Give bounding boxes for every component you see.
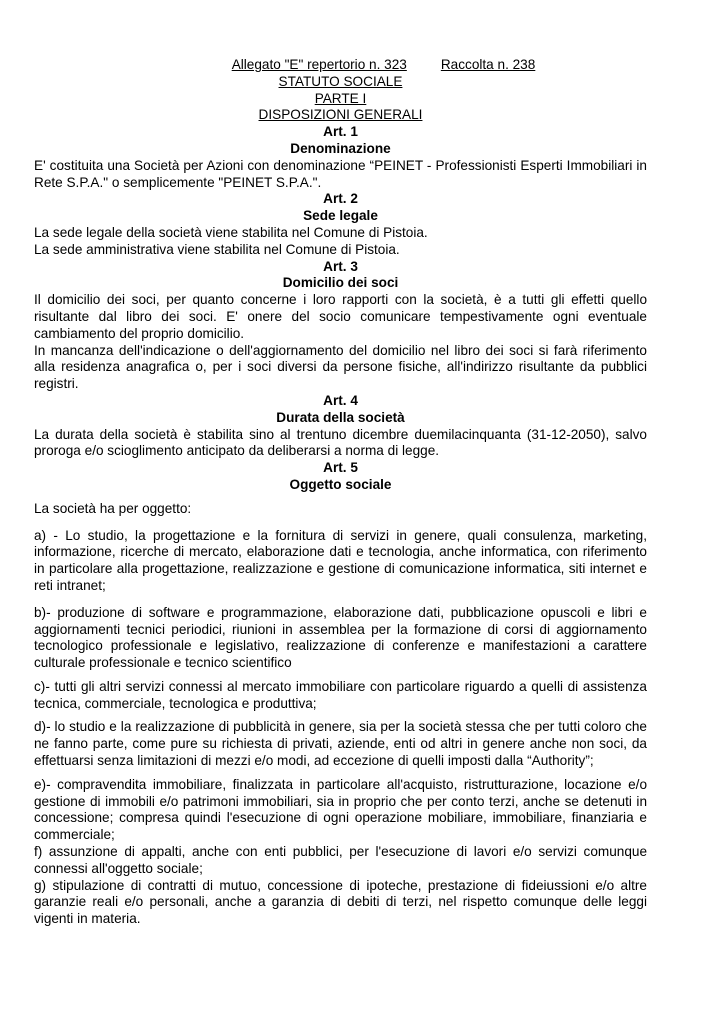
- article-title: Oggetto sociale: [289, 476, 392, 492]
- article-number: Art. 3: [323, 258, 358, 274]
- article-paragraph: La durata della società è stabilita sino al trentuno dicembre duemilacinquanta (31-12-2050), salvo proroga e/o scioglimento anticipato da deliberarsi a norma di legge.: [34, 426, 647, 459]
- article-paragraph: Il domicilio dei soci, per quanto concerne i loro rapporti con la società, è a tutti gli effetti quello risultante dal libro dei soci. E' onere del socio comunicare tempestivamente ogni eventuale cambiamento del proprio domicilio.: [34, 292, 647, 341]
- article-number: Art. 4: [323, 392, 358, 408]
- document-page: [34, 57, 647, 928]
- oggetto-item-f: f) assunzione di appalti, anche con enti pubblici, per l'esecuzione di lavori e/o servizi comunque connessi all'oggetto sociale;: [34, 844, 647, 876]
- article-title: Sede legale: [303, 208, 378, 224]
- oggetto-item-g: g) stipulazione di contratti di mutuo, concessione di ipoteche, prestazione di fideiussioni e/o altre garanzie reali e/o personali, anche a garanzia di debiti di terzi, nel rispetto comunque delle leggi vigenti in materia.: [34, 877, 647, 927]
- article-paragraph: La sede legale della società viene stabilita nel Comune di Pistoia.: [34, 224, 428, 240]
- section-title: DISPOSIZIONI GENERALI: [258, 107, 423, 123]
- statuto-title: STATUTO SOCIALE: [278, 73, 403, 89]
- article-number: Art. 2: [323, 191, 358, 207]
- article-paragraph: E' costituita una Società per Azioni con denominazione “PEINET - Professionisti Esperti Immobiliari in Rete S.P.A." o semplicemente "PEINET S.P.A.".: [34, 157, 647, 190]
- allegato-label: Allegato "E" repertorio n. 323: [231, 57, 407, 72]
- article-number: Art. 1: [323, 124, 358, 140]
- article-paragraph: La sede amministrativa viene stabilita nel Comune di Pistoia.: [34, 241, 400, 257]
- oggetto-item-a: a) - Lo studio, la progettazione e la fornitura di servizi in genere, quali consulenza, marketing, informazione, ricerche di mercato, elaborazione dati e tecnologia, anche informatica, con riferimento in particolare alla progettazione, realizzazione e gestione di comunicazione informatica, siti internet e reti intranet;: [34, 527, 647, 593]
- oggetto-item-d: d)- lo studio e la realizzazione di pubblicità in genere, sia per la società stessa che per tutti coloro che ne fanno parte, come pure su richiesta di privati, aziende, enti od altri in genere anche non soci, da effettuarsi senza limitazioni di mezzi e/o modi, ad eccezione di quelli imposti dalla “Authority”;: [34, 719, 647, 769]
- raccolta-label: Raccolta n. 238: [440, 57, 536, 72]
- oggetto-intro: La società ha per oggetto:: [34, 500, 192, 516]
- article-number: Art. 5: [323, 460, 358, 476]
- article-title: Domicilio dei soci: [282, 275, 399, 291]
- oggetto-item-e: e)- compravendita immobiliare, finalizzata in particolare all'acquisto, ristrutturazione, locazione e/o gestione di immobili e/o patrimoni immobiliari, sia in proprio che per conto terzi, anche se detenuti in concessione; compresa quindi l'esecuzione di ogni operazione mobiliare, immobiliare, finanziaria e commerciale;: [34, 776, 647, 843]
- oggetto-item-c: c)- tutti gli altri servizi connessi al mercato immobiliare con particolare riguardo a quelli di assistenza tecnica, commerciale, tecnologica e produttiva;: [34, 678, 647, 711]
- article-title: Denominazione: [290, 140, 391, 156]
- header-allegato-line: [34, 57, 647, 74]
- oggetto-item-b: b)- produzione di software e programmazione, elaborazione dati, pubblicazione opuscoli e libri e aggiornamenti tecnici periodici, riunioni in assemblea per la formazione di corsi di aggiornamento tecnologico professionale e legislativo, realizzazione di conferenze e manifestazioni a carattere culturale professionale e tecnico scientifico: [34, 604, 647, 671]
- parte-title: PARTE I: [314, 90, 367, 106]
- article-title: Durata della società: [276, 409, 405, 425]
- article-paragraph: In mancanza dell'indicazione o dell'aggiornamento del domicilio nel libro dei soci si farà riferimento alla residenza anagrafica o, per i soci diversi da persone fisiche, all'indirizzo risultante da pubblici registri.: [34, 342, 647, 392]
